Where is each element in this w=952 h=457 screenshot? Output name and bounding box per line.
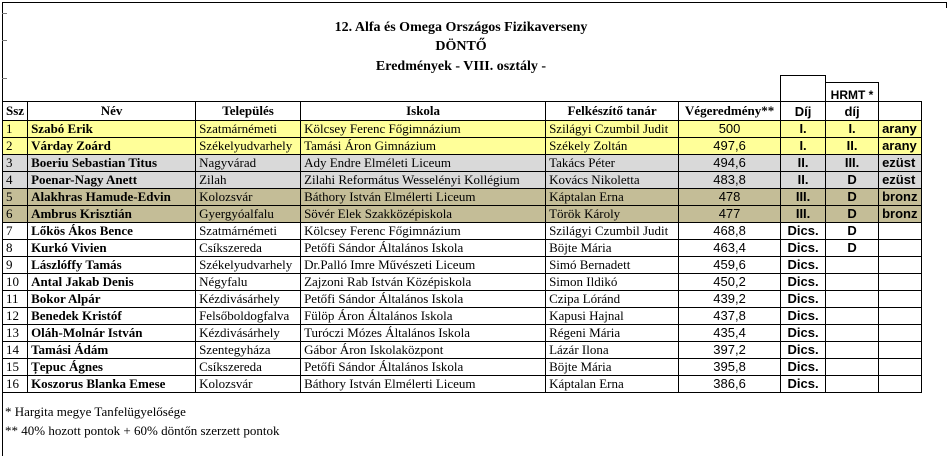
cell-hrmt-prize xyxy=(826,376,879,393)
cell-score: 397,2 xyxy=(679,342,781,359)
cell-score: 478 xyxy=(679,189,781,206)
cell-town: Csíkszereda xyxy=(196,359,301,376)
cell-rank: 6 xyxy=(3,206,28,223)
cell-teacher: Káptalan Erna xyxy=(546,376,679,393)
competition-title: 12. Alfa és Omega Országos Fizikaverseny xyxy=(334,20,588,35)
cell-score: 450,2 xyxy=(679,274,781,291)
sheet-top-border xyxy=(2,2,947,3)
table-row xyxy=(3,189,922,206)
cell-school: Petőfi Sándor Általános Iskola xyxy=(301,240,546,257)
cell-score: 500 xyxy=(679,121,781,138)
cell-score: 497,6 xyxy=(679,138,781,155)
cell-prize: Dics. xyxy=(781,376,826,393)
cell-rank: 7 xyxy=(3,223,28,240)
cell-teacher: Szilágyi Czumbil Judit xyxy=(546,121,679,138)
cell-school: Kölcsey Ferenc Főgimnázium xyxy=(301,121,546,138)
cell-medal xyxy=(879,325,922,342)
cell-hrmt-prize: D xyxy=(826,206,879,223)
cell-name: Koszorus Blanka Emese xyxy=(28,376,196,393)
cell-medal: bronz xyxy=(879,206,922,223)
cell-name: Poenar-Nagy Anett xyxy=(28,172,196,189)
header-row xyxy=(3,102,922,121)
cell-name: Lászlóffy Tamás xyxy=(28,257,196,274)
cell-prize: Dics. xyxy=(781,240,826,257)
cell-rank: 13 xyxy=(3,325,28,342)
cell-hrmt-prize xyxy=(826,291,879,308)
cell-town: Kézdivásárhely xyxy=(196,325,301,342)
cell-school: Turóczi Mózes Általános Iskola xyxy=(301,325,546,342)
cell-hrmt-prize xyxy=(826,257,879,274)
cell-rank: 2 xyxy=(3,138,28,155)
cell-school: Kölcsey Ferenc Főgimnázium xyxy=(301,223,546,240)
cell-medal xyxy=(879,257,922,274)
cell-name: Bokor Alpár xyxy=(28,291,196,308)
cell-score: 386,6 xyxy=(679,376,781,393)
cell-teacher: Régeni Mária xyxy=(546,325,679,342)
cell-medal xyxy=(879,376,922,393)
cell-name: Antal Jakab Denis xyxy=(28,274,196,291)
cell-school: Ady Endre Elméleti Liceum xyxy=(301,155,546,172)
table-row xyxy=(3,308,922,325)
cell-name: Lőkös Ákos Bence xyxy=(28,223,196,240)
cell-rank: 14 xyxy=(3,342,28,359)
col-header-tanar: Felkészítő tanár xyxy=(546,102,679,121)
cell-school: Petőfi Sándor Általános Iskola xyxy=(301,359,546,376)
cell-score: 477 xyxy=(679,206,781,223)
cell-school: Tamási Áron Gimnázium xyxy=(301,138,546,155)
cell-hrmt-prize xyxy=(826,342,879,359)
cell-prize: Dics. xyxy=(781,291,826,308)
col-header-ssz: Ssz xyxy=(3,102,28,121)
grid-tick xyxy=(2,78,7,79)
cell-hrmt-prize: I. xyxy=(826,121,879,138)
cell-teacher: Czipa Lóránd xyxy=(546,291,679,308)
table-row xyxy=(3,172,922,189)
cell-school: Báthory István Elmélerti Liceum xyxy=(301,376,546,393)
cell-school: Zilahi Református Wesselényi Kollégium xyxy=(301,172,546,189)
cell-teacher: Káptalan Erna xyxy=(546,189,679,206)
cell-town: Szentegyháza xyxy=(196,342,301,359)
cell-town: Székelyudvarhely xyxy=(196,257,301,274)
cell-school: Sövér Elek Szakközépiskola xyxy=(301,206,546,223)
table-row xyxy=(3,138,922,155)
cell-score: 494,6 xyxy=(679,155,781,172)
cell-rank: 4 xyxy=(3,172,28,189)
cell-teacher: Takács Péter xyxy=(546,155,679,172)
cell-teacher: Böjte Mária xyxy=(546,240,679,257)
cell-town: Székelyudvarhely xyxy=(196,138,301,155)
cell-name: Oláh-Molnár István xyxy=(28,325,196,342)
cell-hrmt-prize xyxy=(826,274,879,291)
cell-town: Négyfalu xyxy=(196,274,301,291)
dij-header-extension xyxy=(780,75,826,102)
cell-town: Zilah xyxy=(196,172,301,189)
cell-prize: III. xyxy=(781,206,826,223)
results-table xyxy=(2,101,922,393)
table-row xyxy=(3,359,922,376)
cell-teacher: Simó Bernadett xyxy=(546,257,679,274)
cell-prize: Dics. xyxy=(781,274,826,291)
cell-teacher: Török Károly xyxy=(546,206,679,223)
cell-rank: 12 xyxy=(3,308,28,325)
cell-medal xyxy=(879,359,922,376)
cell-teacher: Böjte Mária xyxy=(546,359,679,376)
cell-prize: Dics. xyxy=(781,308,826,325)
cell-town: Kézdivásárhely xyxy=(196,291,301,308)
cell-teacher: Kovács Nikoletta xyxy=(546,172,679,189)
cell-name: Várday Zoárd xyxy=(28,138,196,155)
col-header-dij: Díj xyxy=(781,102,826,121)
cell-score: 459,6 xyxy=(679,257,781,274)
cell-prize: II. xyxy=(781,155,826,172)
cell-rank: 5 xyxy=(3,189,28,206)
cell-town: Kolozsvár xyxy=(196,376,301,393)
table-row xyxy=(3,291,922,308)
table-row xyxy=(3,206,922,223)
cell-medal: bronz xyxy=(879,189,922,206)
cell-medal xyxy=(879,308,922,325)
table-row xyxy=(3,325,922,342)
table-row xyxy=(3,240,922,257)
table-row xyxy=(3,274,922,291)
cell-name: Ambrus Krisztián xyxy=(28,206,196,223)
cell-medal xyxy=(879,291,922,308)
cell-hrmt-prize: D xyxy=(826,223,879,240)
cell-name: Boeriu Sebastian Titus xyxy=(28,155,196,172)
cell-prize: I. xyxy=(781,138,826,155)
cell-rank: 9 xyxy=(3,257,28,274)
round-title: DÖNTŐ xyxy=(435,39,487,54)
cell-score: 439,2 xyxy=(679,291,781,308)
cell-school: Gábor Áron Iskolaközpont xyxy=(301,342,546,359)
cell-town: Felsőboldogfalva xyxy=(196,308,301,325)
footnote-scoring: ** 40% hozott pontok + 60% döntőn szerzett pontok xyxy=(5,423,280,438)
col-header-medal-empty xyxy=(879,102,922,121)
cell-hrmt-prize: D xyxy=(826,189,879,206)
cell-teacher: Lázár Ilona xyxy=(546,342,679,359)
cell-hrmt-prize xyxy=(826,325,879,342)
cell-town: Nagyvárad xyxy=(196,155,301,172)
cell-teacher: Simon Ildikó xyxy=(546,274,679,291)
cell-school: Zajzoni Rab István Középiskola xyxy=(301,274,546,291)
cell-prize: II. xyxy=(781,172,826,189)
cell-rank: 8 xyxy=(3,240,28,257)
cell-town: Szatmárnémeti xyxy=(196,223,301,240)
cell-prize: III. xyxy=(781,189,826,206)
cell-score: 437,8 xyxy=(679,308,781,325)
cell-town: Kolozsvár xyxy=(196,189,301,206)
cell-medal xyxy=(879,342,922,359)
cell-medal xyxy=(879,240,922,257)
cell-prize: Dics. xyxy=(781,257,826,274)
cell-school: Dr.Palló Imre Művészeti Liceum xyxy=(301,257,546,274)
cell-score: 435,4 xyxy=(679,325,781,342)
col-header-iskola: Iskola xyxy=(301,102,546,121)
cell-medal: arany xyxy=(879,138,922,155)
sheet-right-tick xyxy=(946,2,947,8)
results-subtitle: Eredmények - VIII. osztály - xyxy=(375,59,547,74)
cell-medal xyxy=(879,274,922,291)
cell-rank: 3 xyxy=(3,155,28,172)
cell-prize: Dics. xyxy=(781,359,826,376)
cell-rank: 1 xyxy=(3,121,28,138)
cell-medal: ezüst xyxy=(879,155,922,172)
col-header-hrmt-dij: díj xyxy=(826,102,879,121)
table-row xyxy=(3,223,922,240)
cell-score: 483,8 xyxy=(679,172,781,189)
cell-name: Tamási Ádám xyxy=(28,342,196,359)
cell-medal xyxy=(879,223,922,240)
cell-name: Benedek Kristóf xyxy=(28,308,196,325)
cell-score: 468,8 xyxy=(679,223,781,240)
cell-medal: arany xyxy=(879,121,922,138)
cell-score: 395,8 xyxy=(679,359,781,376)
cell-school: Báthory István Elmélerti Liceum xyxy=(301,189,546,206)
cell-hrmt-prize xyxy=(826,308,879,325)
cell-rank: 11 xyxy=(3,291,28,308)
cell-teacher: Székely Zoltán xyxy=(546,138,679,155)
cell-school: Fülöp Áron Általános Iskola xyxy=(301,308,546,325)
results-tbody xyxy=(3,121,922,393)
cell-town: Gyergyóalfalu xyxy=(196,206,301,223)
cell-hrmt-prize xyxy=(826,359,879,376)
cell-prize: Dics. xyxy=(781,223,826,240)
footnote-hargita: * Hargita megye Tanfelügyelősége xyxy=(5,404,186,419)
cell-score: 463,4 xyxy=(679,240,781,257)
table-row xyxy=(3,121,922,138)
hrmt-header-label: HRMT * xyxy=(825,82,879,102)
cell-town: Csíkszereda xyxy=(196,240,301,257)
cell-teacher: Kapusi Hajnal xyxy=(546,308,679,325)
cell-name: Țepuc Ágnes xyxy=(28,359,196,376)
cell-school: Petőfi Sándor Általános Iskola xyxy=(301,291,546,308)
cell-prize: I. xyxy=(781,121,826,138)
col-header-telepules: Település xyxy=(196,102,301,121)
table-row xyxy=(3,376,922,393)
table-row xyxy=(3,342,922,359)
table-row xyxy=(3,257,922,274)
cell-town: Szatmárnémeti xyxy=(196,121,301,138)
table-row xyxy=(3,155,922,172)
col-header-vegeredmeny: Végeredmény** xyxy=(679,102,781,121)
cell-prize: Dics. xyxy=(781,342,826,359)
cell-name: Kurkó Vivien xyxy=(28,240,196,257)
cell-hrmt-prize: D xyxy=(826,240,879,257)
cell-hrmt-prize: II. xyxy=(826,138,879,155)
cell-rank: 15 xyxy=(3,359,28,376)
cell-name: Alakhras Hamude-Edvin xyxy=(28,189,196,206)
cell-rank: 10 xyxy=(3,274,28,291)
grid-tick xyxy=(2,13,7,14)
cell-prize: Dics. xyxy=(781,325,826,342)
cell-hrmt-prize: III. xyxy=(826,155,879,172)
cell-rank: 16 xyxy=(3,376,28,393)
cell-teacher: Szilágyi Czumbil Judit xyxy=(546,223,679,240)
cell-hrmt-prize: D xyxy=(826,172,879,189)
cell-name: Szabó Erik xyxy=(28,121,196,138)
cell-medal: ezüst xyxy=(879,172,922,189)
col-header-nev: Név xyxy=(28,102,196,121)
